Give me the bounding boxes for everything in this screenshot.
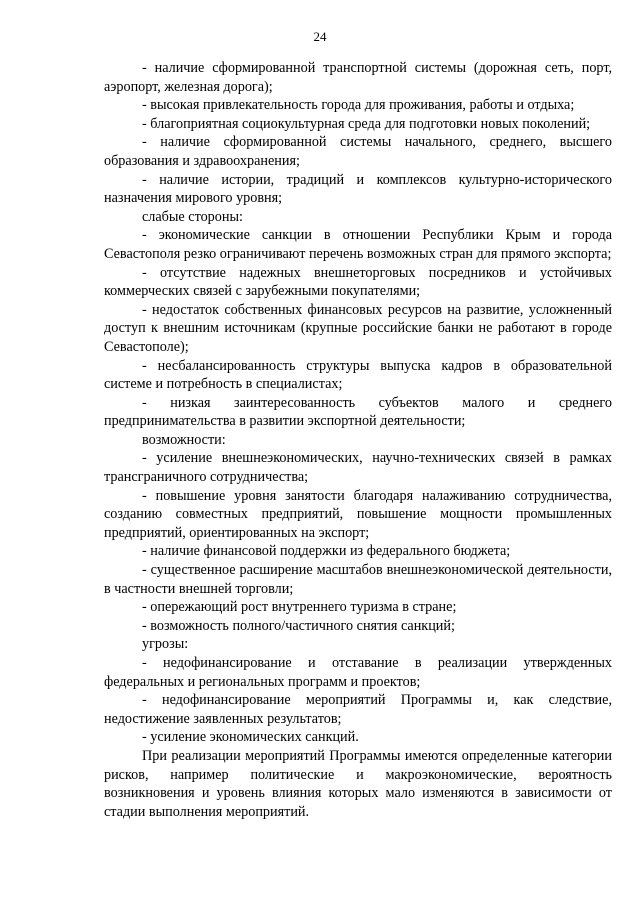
paragraph-opportunity-expansion: - существенное расширение масштабов внешнеэкономической деятельности, в частности внешней торговли; <box>104 562 612 597</box>
paragraph-weakness-sanctions: - экономические санкции в отношении Республики Крым и города Севастополя резко ограничивают перечень возможных стран для прямого экспорта; <box>104 227 612 262</box>
paragraph-weakness-intermediaries: - отсутствие надежных внешнеторговых посредников и устойчивых коммерческих связей с зарубежными покупателями; <box>104 264 612 300</box>
paragraph-weakness-personnel: - несбалансированность структуры выпуска кадров в образовательной системе и потребность в специалистах; <box>104 357 612 393</box>
paragraph-weakness-sme-interest: - низкая заинтересованность субъектов малого и среднего предпринимательства в развитии экспортной деятельности; <box>104 394 612 430</box>
heading-threats: угрозы: <box>142 636 189 653</box>
paragraph-strength-history: - наличие истории, традиций и комплексов культурно-исторического назначения мирового уровня; <box>104 171 612 207</box>
paragraph-strength-transport: - наличие сформированной транспортной системы (дорожная сеть, порт, аэропорт, железная дорога); <box>104 60 612 95</box>
paragraph-opportunity-sanctions-lifting: - возможность полного/частичного снятия санкций; <box>142 617 455 634</box>
paragraph-strength-education: - наличие сформированной системы начального, среднего, высшего образования и здравоохранения; <box>104 134 612 169</box>
paragraph-threat-sanctions: - усиление экономических санкций. <box>142 729 359 746</box>
paragraph-opportunity-tourism: - опережающий рост внутреннего туризма в стране; <box>142 599 457 616</box>
paragraph-opportunity-cross-border: - усиление внешнеэкономических, научно-технических связей в рамках трансграничного сотрудничества; <box>104 450 612 486</box>
paragraph-opportunity-employment: - повышение уровня занятости благодаря налаживанию сотрудничества, созданию совместных предприятий, повышение мощности промышленных предприятий, ориентированных на экспорт; <box>104 487 612 541</box>
heading-opportunities: возможности: <box>142 431 226 448</box>
heading-weaknesses: слабые стороны: <box>142 208 243 225</box>
page-number: 24 <box>313 29 327 44</box>
paragraph-opportunity-federal-support: - наличие финансовой поддержки из федерального бюджета; <box>142 543 511 560</box>
paragraph-strength-sociocultural: - благоприятная социокультурная среда для подготовки новых поколений; <box>142 115 591 132</box>
paragraph-weakness-financing: - недостаток собственных финансовых ресурсов на развитие, усложненный доступ к внешним источникам (крупные российские банки не работают в городе Севастополе); <box>104 301 612 355</box>
document-body <box>104 59 612 821</box>
paragraph-threat-underfunding-results: - недофинансирование мероприятий Программы и, как следствие, недостижение заявленных результатов; <box>104 692 612 727</box>
paragraph-threat-underfunding-programs: - недофинансирование и отставание в реализации утвержденных федеральных и региональных программ и проектов; <box>104 655 612 690</box>
paragraph-strength-attractiveness: - высокая привлекательность города для проживания, работы и отдыха; <box>142 97 575 114</box>
paragraph-risks-summary: При реализации мероприятий Программы имеются определенные категории рисков, например политические и макроэкономические, вероятность возникновения и уровень влияния которых мало изменяются в зависимости от стадии выполнения мероприятий. <box>104 747 612 820</box>
